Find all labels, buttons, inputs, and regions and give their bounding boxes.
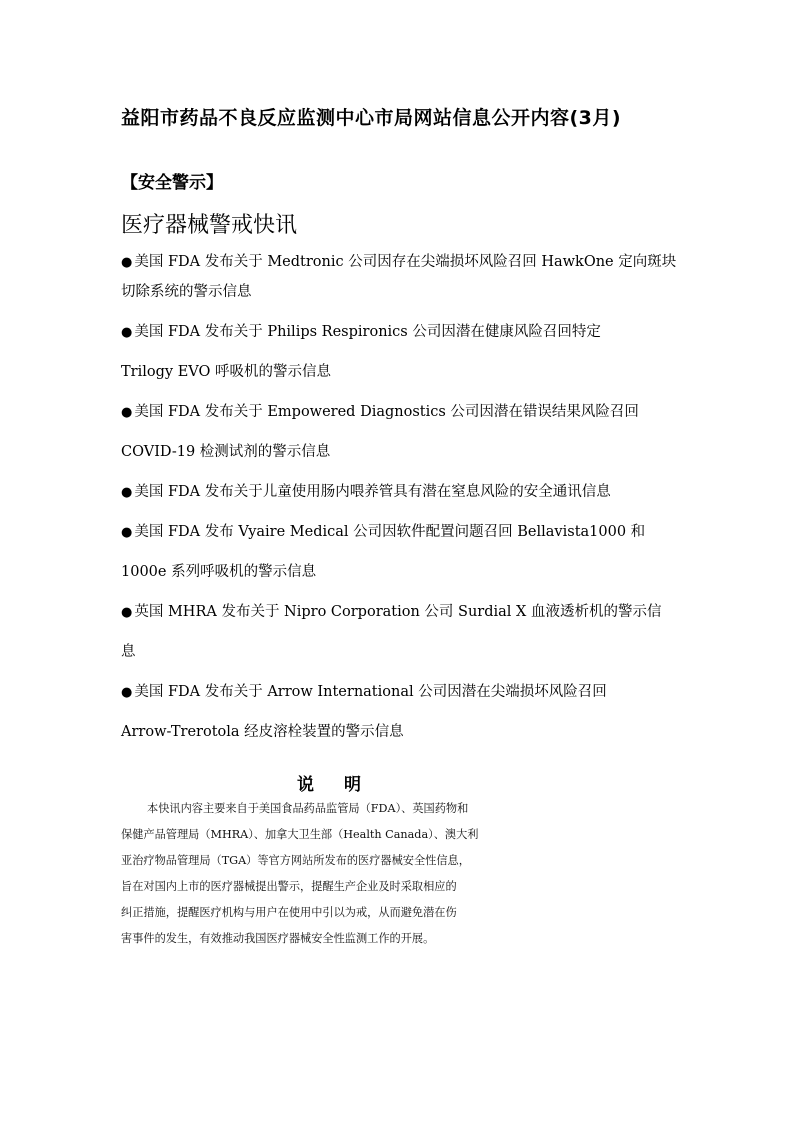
- item-text: 美国 FDA 发布关于 Medtronic 公司因存在尖端损坏风险召回 HawkOne 定向斑块: [134, 254, 677, 270]
- note-line: 本快讯内容主要来自于美国食品药品监管局（FDA）、英国药物和: [147, 802, 469, 815]
- page-title: 益阳市药品不良反应监测中心市局网站信息公开内容(3月): [121, 107, 622, 129]
- item-text: 美国 FDA 发布关于 Philips Respironics 公司因潜在健康风险召回特定: [134, 324, 601, 340]
- list-item: [121, 602, 661, 623]
- list-item-continuation: COVID-19 检测试剂的警示信息: [121, 444, 331, 460]
- list-item: [121, 522, 645, 543]
- bullet-icon: ●: [121, 405, 133, 420]
- item-text: 英国 MHRA 发布关于 Nipro Corporation 公司 Surdial X 血液透析机的警示信: [134, 604, 662, 620]
- list-item-continuation: 切除系统的警示信息: [121, 284, 252, 300]
- item-text: 美国 FDA 发布关于 Arrow International 公司因潜在尖端损坏风险召回: [134, 684, 607, 700]
- list-item: [121, 682, 607, 703]
- bullet-icon: ●: [121, 605, 133, 620]
- subheading: 医疗器械警戒快讯: [121, 213, 298, 238]
- list-item: [121, 402, 639, 423]
- bullet-icon: ●: [121, 685, 133, 700]
- bullet-icon: ●: [121, 485, 133, 500]
- list-item: [121, 252, 676, 273]
- section-heading: 【安全警示】: [121, 173, 223, 193]
- note-title: 说明: [297, 775, 391, 795]
- list-item-continuation: Arrow-Trerotola 经皮溶栓装置的警示信息: [121, 724, 404, 740]
- list-item-continuation: 息: [121, 644, 136, 660]
- item-text: 美国 FDA 发布关于儿童使用肠内喂养管具有潜在窒息风险的安全通讯信息: [134, 484, 611, 500]
- item-text: 美国 FDA 发布 Vyaire Medical 公司因软件配置问题召回 Bellavista1000 和: [134, 524, 646, 540]
- bullet-icon: ●: [121, 525, 133, 540]
- note-line: 保健产品管理局（MHRA）、加拿大卫生部（Health Canada）、澳大利: [121, 828, 479, 841]
- note-line: 纠正措施，提醒医疗机构与用户在使用中引以为戒，从而避免潜在伤: [121, 906, 457, 919]
- list-item: [121, 482, 611, 503]
- list-item-continuation: 1000e 系列呼吸机的警示信息: [121, 564, 317, 580]
- bullet-icon: ●: [121, 325, 133, 340]
- note-line: 旨在对国内上市的医疗器械提出警示，提醒生产企业及时采取相应的: [121, 880, 457, 893]
- bullet-icon: ●: [121, 255, 133, 270]
- note-line: 亚治疗物品管理局（TGA）等官方网站所发布的医疗器械安全性信息，: [121, 854, 470, 867]
- item-text: 美国 FDA 发布关于 Empowered Diagnostics 公司因潜在错误结果风险召回: [134, 404, 639, 420]
- list-item-continuation: Trilogy EVO 呼吸机的警示信息: [121, 364, 331, 380]
- note-line: 害事件的发生，有效推动我国医疗器械安全性监测工作的开展。: [121, 932, 435, 945]
- list-item: [121, 322, 601, 343]
